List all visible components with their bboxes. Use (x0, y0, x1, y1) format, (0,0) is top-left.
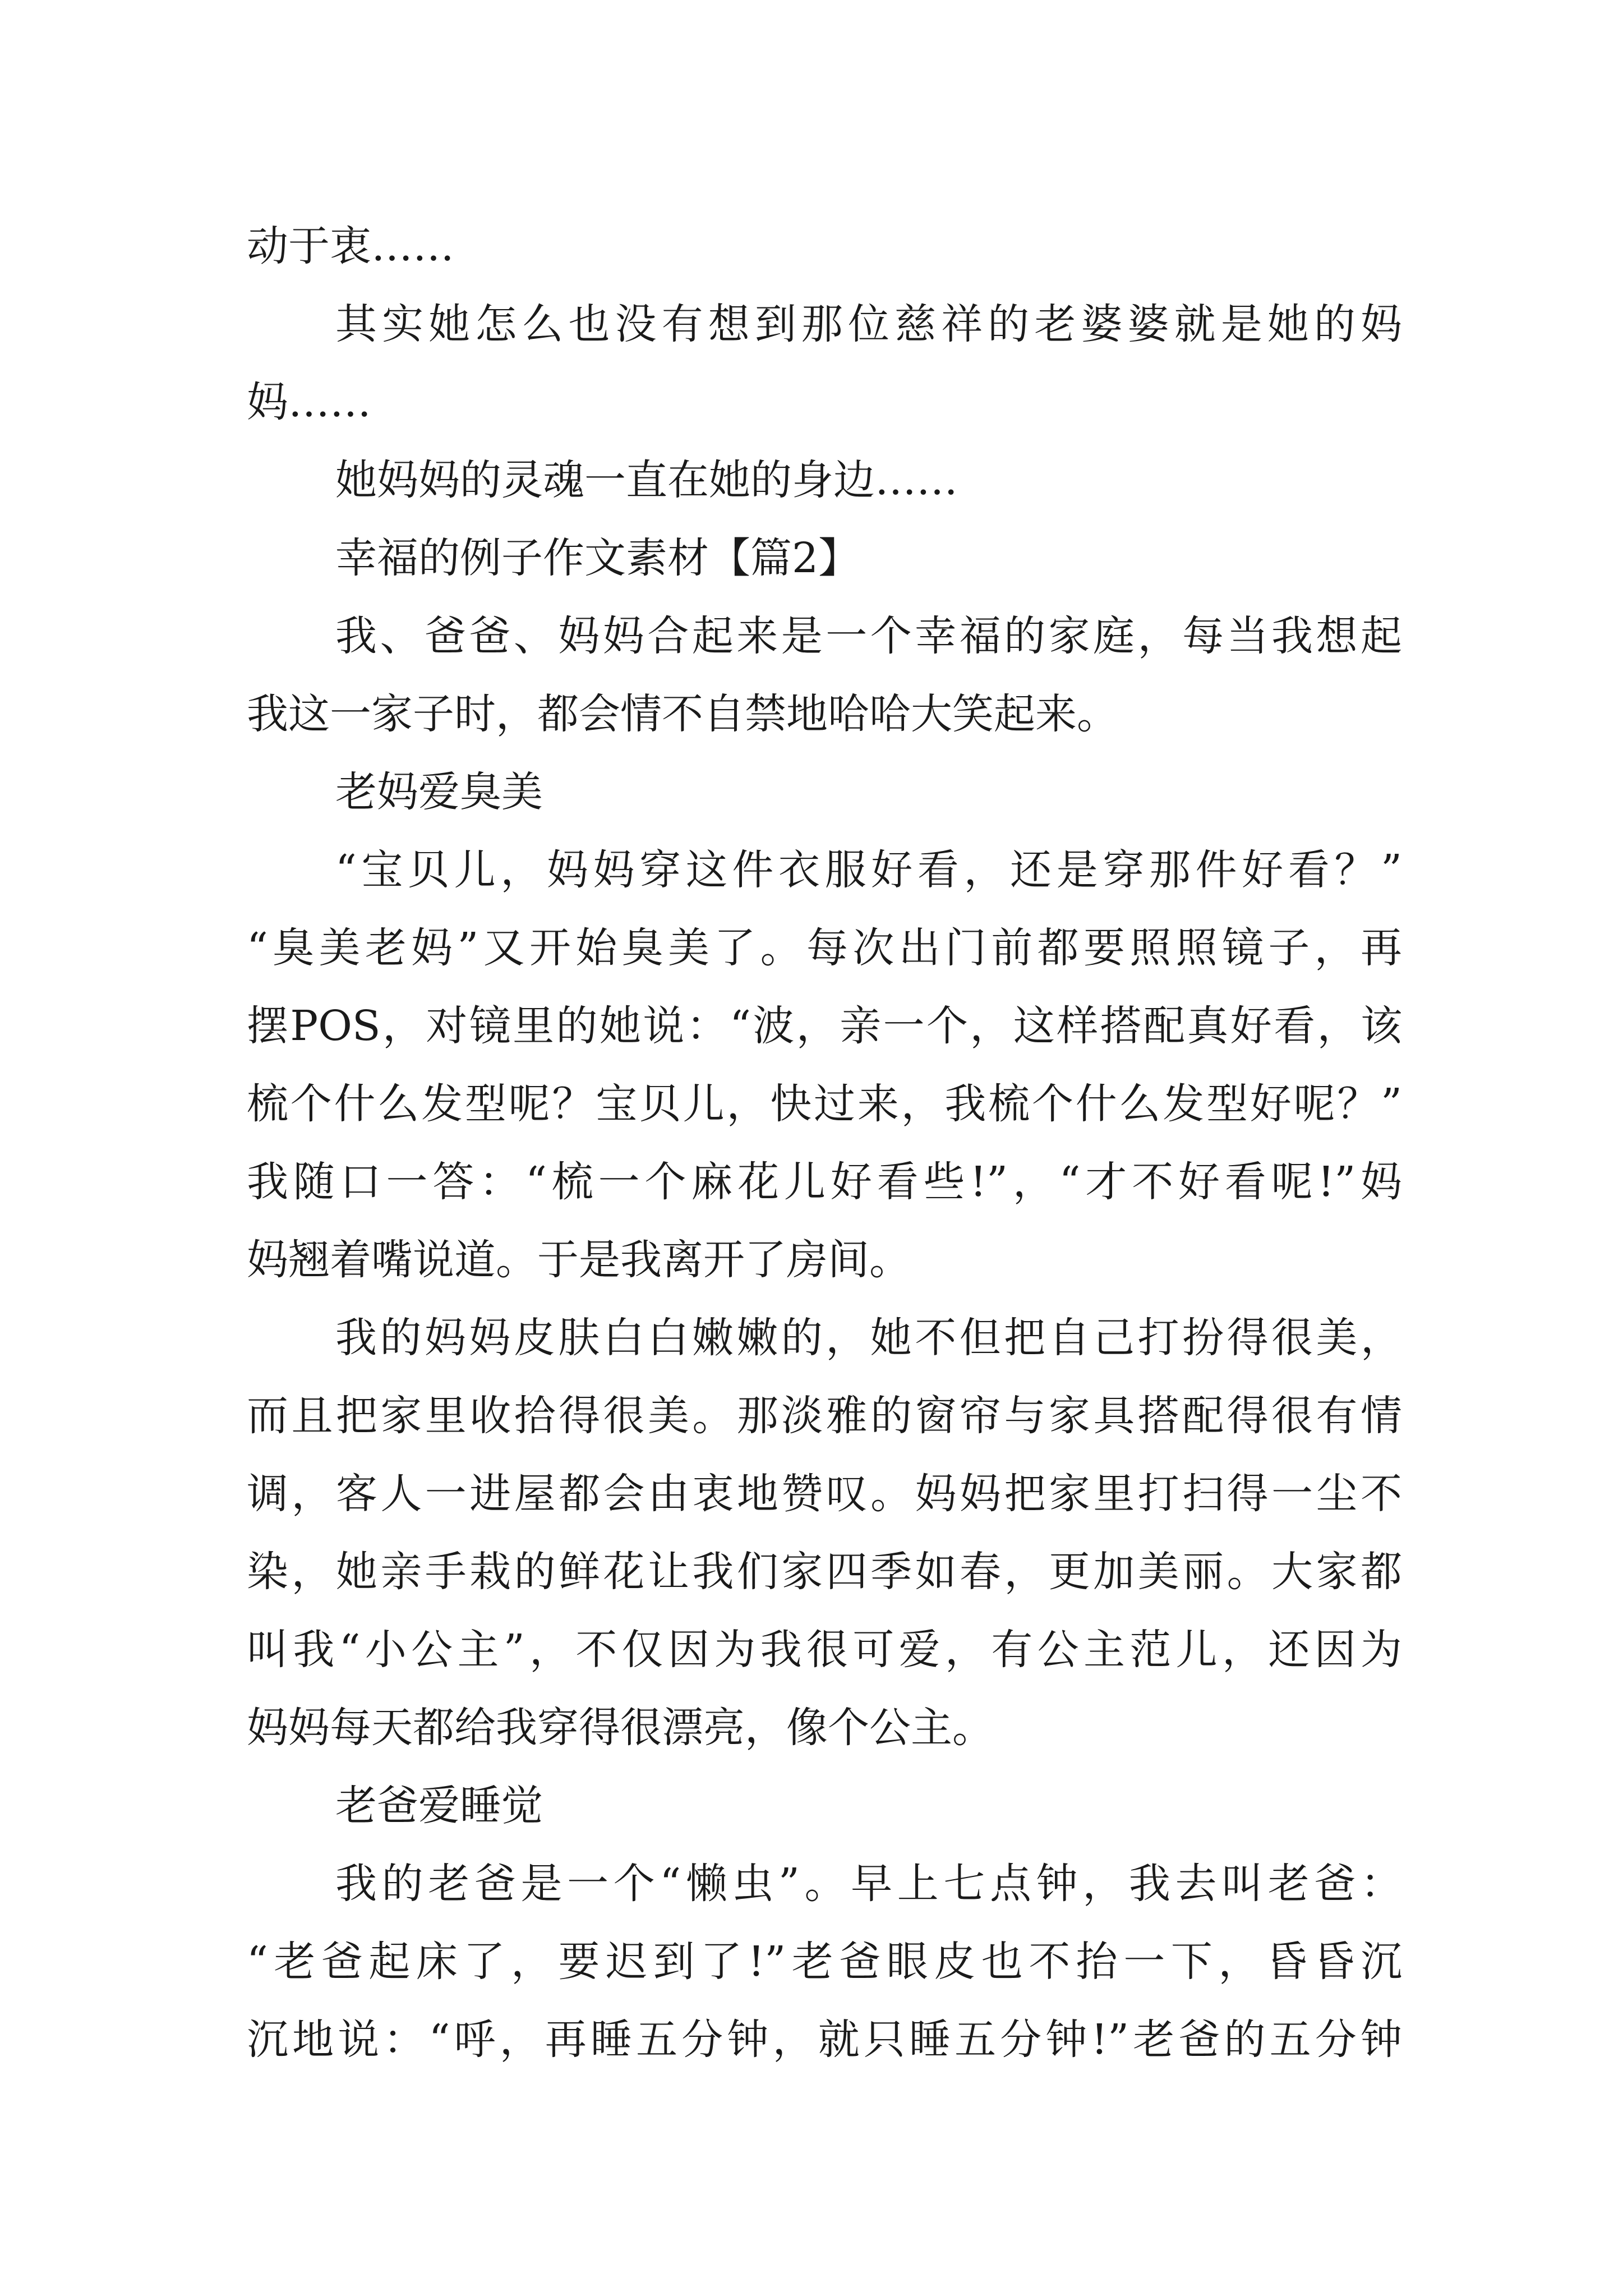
text-line: “臭美老妈”又开始臭美了。每次出门前都要照照镜子，再 (247, 924, 1402, 972)
text-line: 我随口一答：“梳一个麻花儿好看些!”，“才不好看呢!”妈 (247, 1158, 1402, 1206)
text-line: 幸福的例子作文素材【篇2】 (335, 534, 860, 582)
text-line: 她妈妈的灵魂一直在她的身边…… (335, 456, 958, 504)
text-line: 叫我“小公主”，不仅因为我很可爱，有公主范儿，还因为 (247, 1626, 1402, 1674)
text-line: 妈…… (247, 378, 371, 426)
document-body (247, 208, 1402, 2079)
text-line: “老爸起床了，要迟到了!”老爸眼皮也不抬一下，昏昏沉 (247, 1938, 1402, 1986)
text-line: 梳个什么发型呢？宝贝儿，快过来，我梳个什么发型好呢？” (247, 1080, 1402, 1128)
text-line: 而且把家里收拾得很美。那淡雅的窗帘与家具搭配得很有情 (247, 1392, 1402, 1440)
text-line: 调，客人一进屋都会由衷地赞叹。妈妈把家里打扫得一尘不 (247, 1470, 1402, 1518)
text-line: 动于衷…… (247, 222, 454, 270)
text-line: 老妈爱臭美 (335, 768, 543, 816)
text-line: 其实她怎么也没有想到那位慈祥的老婆婆就是她的妈 (335, 300, 1402, 348)
text-line: “宝贝儿，妈妈穿这件衣服好看，还是穿那件好看？” (335, 846, 1402, 894)
text-line: 沉地说：“呼，再睡五分钟，就只睡五分钟!”老爸的五分钟 (247, 2016, 1402, 2064)
text-line: 我的老爸是一个“懒虫”。早上七点钟，我去叫老爸： (335, 1860, 1402, 1908)
text-line: 老爸爱睡觉 (335, 1782, 543, 1830)
text-line: 我这一家子时，都会情不自禁地哈哈大笑起来。 (247, 690, 1118, 738)
text-line: 我、爸爸、妈妈合起来是一个幸福的家庭，每当我想起 (335, 612, 1402, 660)
text-line: 我的妈妈皮肤白白嫩嫩的，她不但把自己打扮得很美， (335, 1314, 1402, 1362)
text-line: 妈翘着嘴说道。于是我离开了房间。 (247, 1236, 911, 1284)
text-line: 染，她亲手栽的鲜花让我们家四季如春，更加美丽。大家都 (247, 1548, 1402, 1596)
text-line: 摆POS，对镜里的她说：“波，亲一个，这样搭配真好看，该 (247, 1002, 1402, 1050)
text-line: 妈妈每天都给我穿得很漂亮，像个公主。 (247, 1704, 994, 1752)
